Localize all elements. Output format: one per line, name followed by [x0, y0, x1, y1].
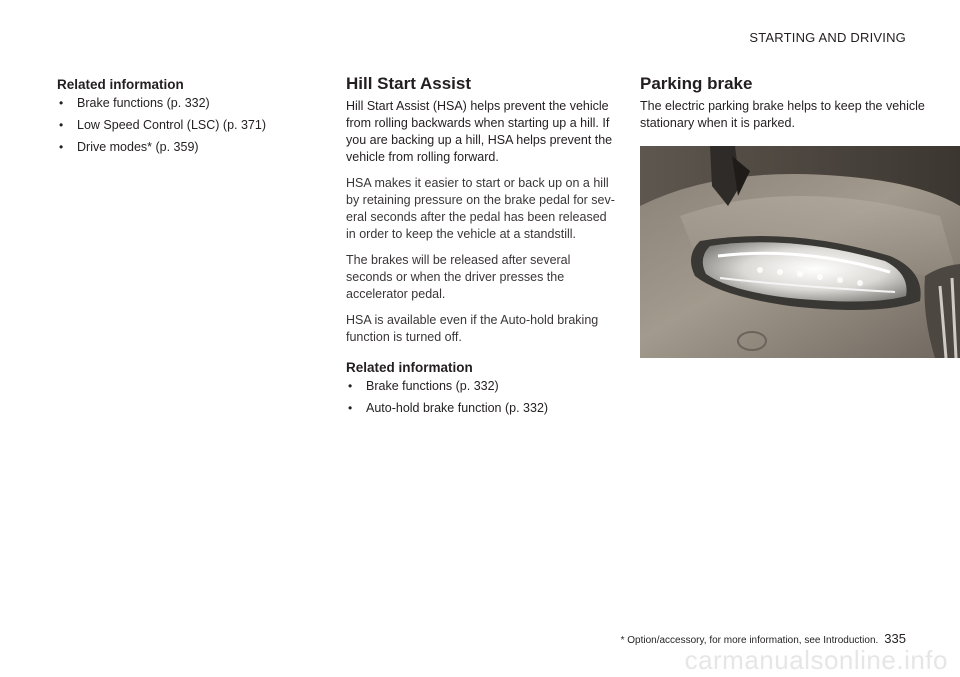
page-number: 335: [884, 631, 906, 646]
list-item[interactable]: [57, 139, 312, 155]
related-information-heading: Related information: [57, 77, 184, 92]
section-intro: Hill Start Assist (HSA) helps prevent the vehicle from rolling backwards when starting up a hill. If you are backing up a hill, HSA helps prevent the vehicle from rolling forward.: [346, 99, 613, 164]
body-paragraph: HSA is available even if the Auto-hold braking function is turned off.: [346, 313, 599, 344]
link-low-speed-control[interactable]: Low Speed Control (LSC) (p. 371): [77, 118, 266, 132]
related-links-list: [57, 95, 312, 155]
car-headlight-illustration: [640, 146, 960, 358]
bullet-icon: •: [59, 96, 64, 110]
link-drive-modes[interactable]: Drive modes* (p. 359): [77, 140, 199, 154]
link-brake-functions[interactable]: Brake functions (p. 332): [77, 96, 210, 110]
page-footer: [621, 631, 906, 646]
related-links-list: [346, 378, 616, 416]
list-item[interactable]: [346, 378, 616, 394]
bullet-icon: •: [348, 379, 353, 393]
body-paragraph: HSA makes it easier to start or back up on a hill by retaining pressure on the brake pedal for sev-eral seconds after the pedal has been released in order to keep the vehicle at a standstill.: [346, 176, 615, 241]
car-headlight-photo: [640, 146, 960, 358]
bullet-icon: •: [59, 118, 64, 132]
list-item[interactable]: [57, 95, 312, 111]
link-brake-functions[interactable]: Brake functions (p. 332): [366, 379, 499, 393]
section-title: Parking brake: [640, 74, 753, 93]
watermark-text: carmanualsonline.info: [684, 645, 948, 675]
bullet-icon: •: [348, 401, 353, 415]
related-information-heading: Related information: [346, 360, 473, 375]
footnote-text: * Option/accessory, for more information, see Introduction.: [620, 635, 879, 646]
list-item[interactable]: [57, 117, 312, 133]
parking-brake-section: [640, 76, 960, 141]
link-auto-hold[interactable]: Auto-hold brake function (p. 332): [366, 401, 549, 415]
list-item[interactable]: [346, 400, 616, 416]
left-column: [57, 76, 312, 161]
hill-start-assist-section: [346, 76, 616, 422]
section-intro: The electric parking brake helps to keep the vehicle stationary when it is parked.: [640, 99, 925, 130]
body-paragraph: The brakes will be released after several seconds or when the driver presses the accelerator pedal.: [346, 253, 571, 301]
page-header-section: STARTING AND DRIVING: [749, 30, 906, 45]
bullet-icon: •: [59, 140, 64, 154]
section-title: Hill Start Assist: [346, 74, 472, 93]
